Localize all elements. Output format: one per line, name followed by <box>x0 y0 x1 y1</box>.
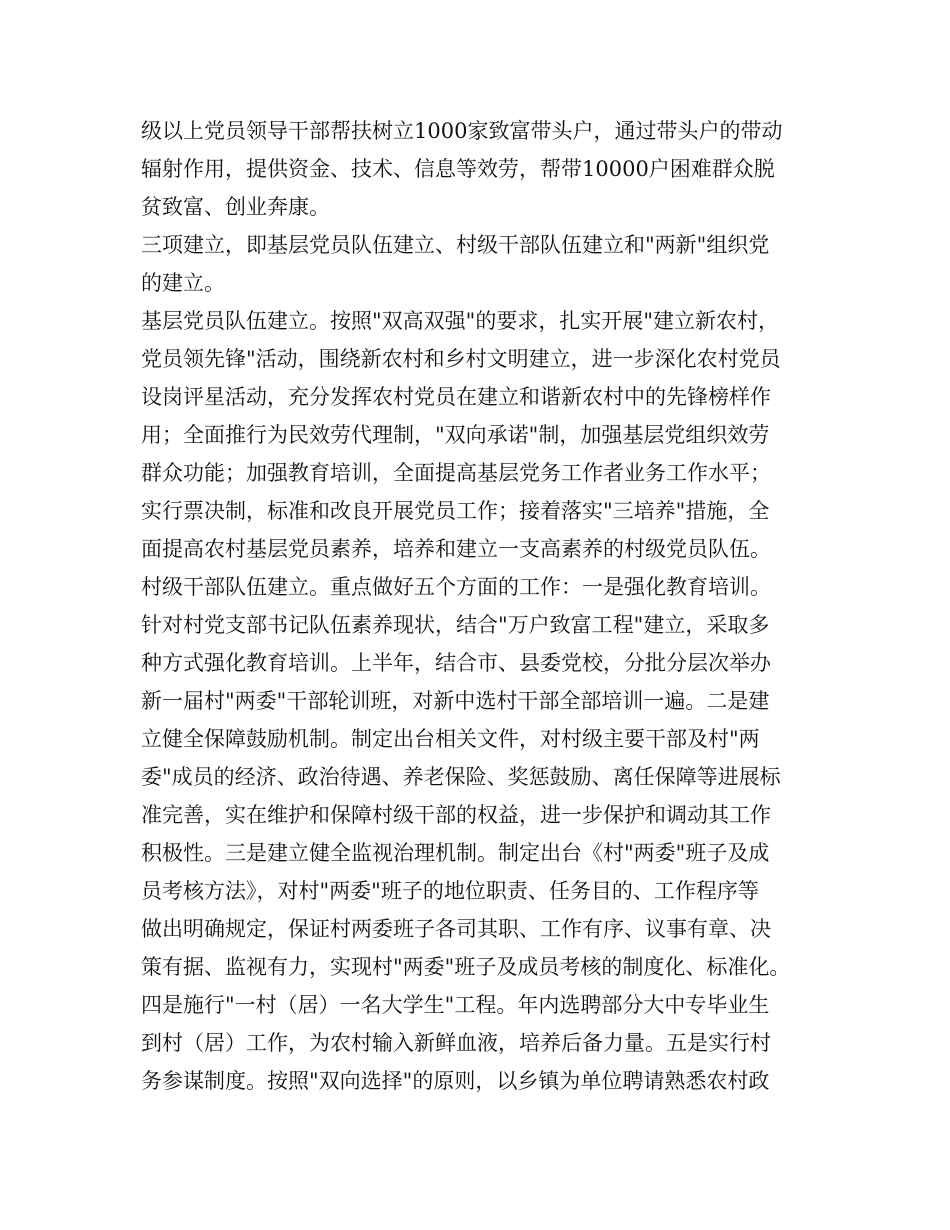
text-line: 设岗评星活动，充分发挥农村党员在建立和谐新农村中的先锋榜样作 <box>141 385 771 409</box>
text-line: 党员领先锋"活动，围绕新农村和乡村文明建立，进一步深化农村党员 <box>141 347 781 371</box>
text-line: 务参谋制度。按照"双向选择"的原则，以乡镇为单位聘请熟悉农村政 <box>141 1069 770 1093</box>
text-line: 四是施行"一村（居）一名大学生"工程。年内选聘部分大中专毕业生 <box>141 993 770 1017</box>
text-line: 贫致富、创业奔康。 <box>141 195 330 219</box>
text-line: 群众功能；加强教育培训，全面提高基层党务工作者业务工作水平； <box>141 461 771 485</box>
text-line: 策有据、监视有力，实现村"两委"班子及成员考核的制度化、标准化。 <box>141 955 791 979</box>
text-line: 村级干部队伍建立。重点做好五个方面的工作：一是强化教育培训。 <box>141 575 771 599</box>
text-line: 辐射作用，提供资金、技术、信息等效劳，帮带10000户困难群众脱 <box>141 157 775 181</box>
text-line: 三项建立，即基层党员队伍建立、村级干部队伍建立和"两新"组织党 <box>141 233 770 257</box>
text-line: 员考核方法》，对村"两委"班子的地位职责、任务目的、工作程序等 <box>141 879 759 903</box>
text-line: 到村（居）工作，为农村输入新鲜血液，培养后备力量。五是实行村 <box>141 1031 771 1055</box>
body-text <box>141 112 831 1100</box>
text-line: 委"成员的经济、政治待遇、养老保险、奖惩鼓励、离任保障等进展标 <box>141 765 781 789</box>
text-line: 立健全保障鼓励机制。制定出台相关文件，对村级主要干部及村"两 <box>141 727 760 751</box>
text-line: 新一届村"两委"干部轮训班，对新中选村干部全部培训一遍。二是建 <box>141 689 770 713</box>
text-line: 准完善，实在维护和保障村级干部的权益，进一步保护和调动其工作 <box>141 803 771 827</box>
text-line: 级以上党员领导干部帮扶树立1000家致富带头户，通过带头户的带动 <box>141 119 783 143</box>
text-line: 针对村党支部书记队伍素养现状，结合"万户致富工程"建立，采取多 <box>141 613 770 637</box>
text-line: 实行票决制，标准和改良开展党员工作；接着落实"三培养"措施，全 <box>141 499 770 523</box>
text-line: 的建立。 <box>141 271 225 295</box>
text-line: 面提高农村基层党员素养，培养和建立一支高素养的村级党员队伍。 <box>141 537 771 561</box>
text-line: 做出明确规定，保证村两委班子各司其职、工作有序、议事有章、决 <box>141 917 771 941</box>
text-line: 积极性。三是建立健全监视治理机制。制定出台《村"两委"班子及成 <box>141 841 770 865</box>
text-line: 用；全面推行为民效劳代理制，"双向承诺"制，加强基层党组织效劳 <box>141 423 770 447</box>
text-line: 种方式强化教育培训。上半年，结合市、县委党校，分批分层次举办 <box>141 651 771 675</box>
text-line: 基层党员队伍建立。按照"双高双强"的要求，扎实开展"建立新农村， <box>141 309 779 333</box>
